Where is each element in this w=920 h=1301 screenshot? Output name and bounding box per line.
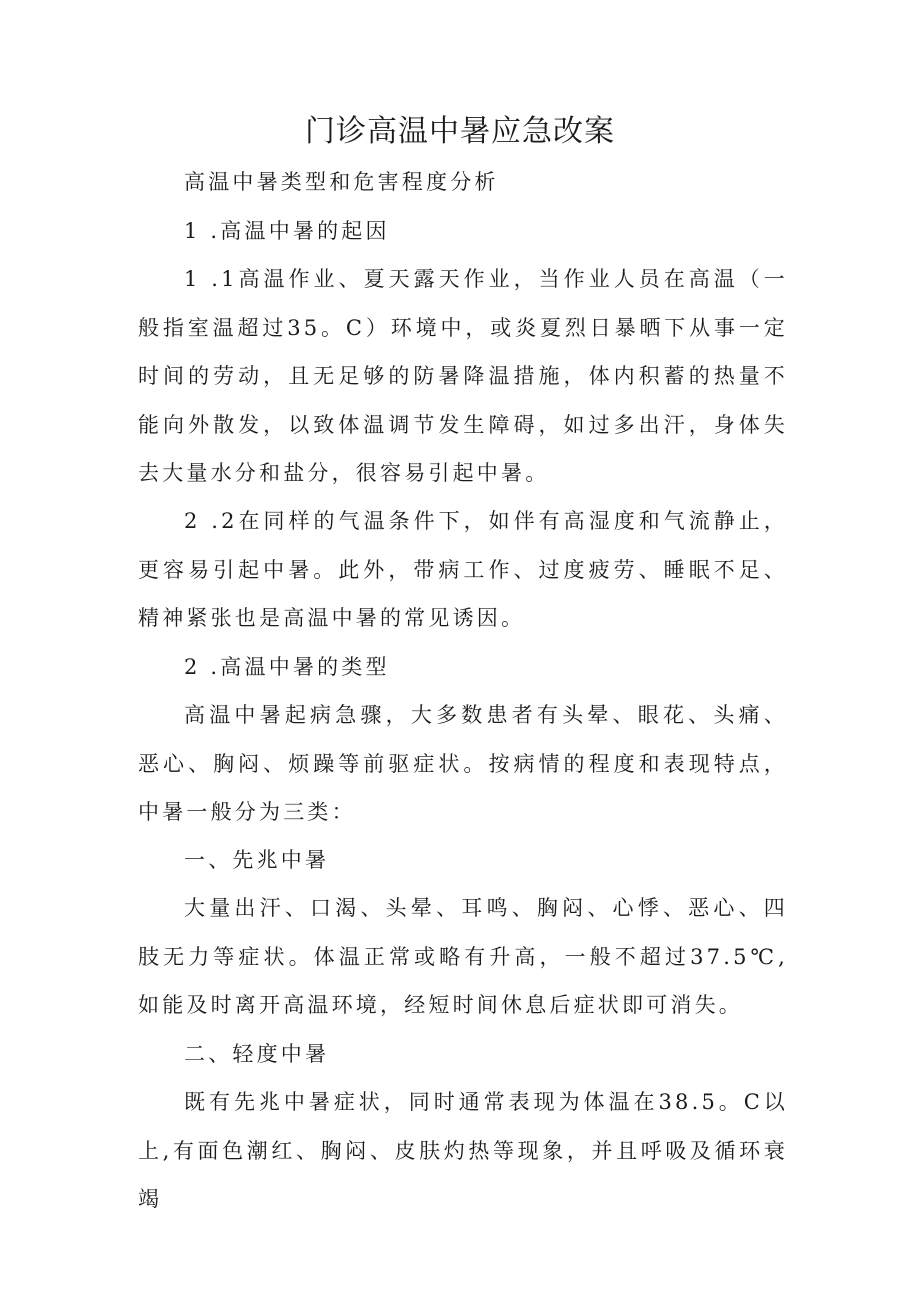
section-heading: 高温中暑类型和危害程度分析 — [184, 170, 499, 194]
paragraph-types-intro: 高温中暑起病急骤，大多数患者有头晕、眼花、头痛、恶心、胸闷、烦躁等前驱症状。按病情的程度和表现特点，中暑一般分为三类： — [138, 703, 788, 824]
type-heading-mild: 二、轻度中暑 — [184, 1042, 330, 1066]
paragraph-mild: 既有先兆中暑症状，同时通常表现为体温在38.5。C以上,有面色潮红、胸闷、皮肤灼热等现象，并且呼吸及循环衰竭 — [138, 1090, 788, 1211]
type-heading-precursor: 一、先兆中暑 — [184, 848, 330, 872]
subsection-heading-causes: 1 .高温中暑的起因 — [184, 219, 390, 243]
paragraph-cause-1: 1 .1高温作业、夏天露天作业，当作业人员在高温（一般指室温超过35。C）环境中，或炎夏烈日暴晒下从事一定时间的劳动，且无足够的防暑降温措施，体内积蓄的热量不能向外散发，以致体温调节发生障碍，如过多出汗，身体失去大量水分和盐分，很容易引起中暑。 — [138, 267, 788, 485]
paragraph-cause-2: 2 .2在同样的气温条件下，如伴有高湿度和气流静止，更容易引起中暑。此外，带病工作、过度疲劳、睡眠不足、精神紧张也是高温中暑的常见诱因。 — [138, 509, 788, 630]
paragraph-precursor: 大量出汗、口渴、头晕、耳鸣、胸闷、心悸、恶心、四肢无力等症状。体温正常或略有升高，一般不超过37.5℃,如能及时离开高温环境，经短时间休息后症状即可消失。 — [138, 896, 788, 1017]
subsection-heading-types: 2 .高温中暑的类型 — [184, 655, 390, 679]
document-title: 门诊高温中暑应急改案 — [305, 114, 615, 149]
